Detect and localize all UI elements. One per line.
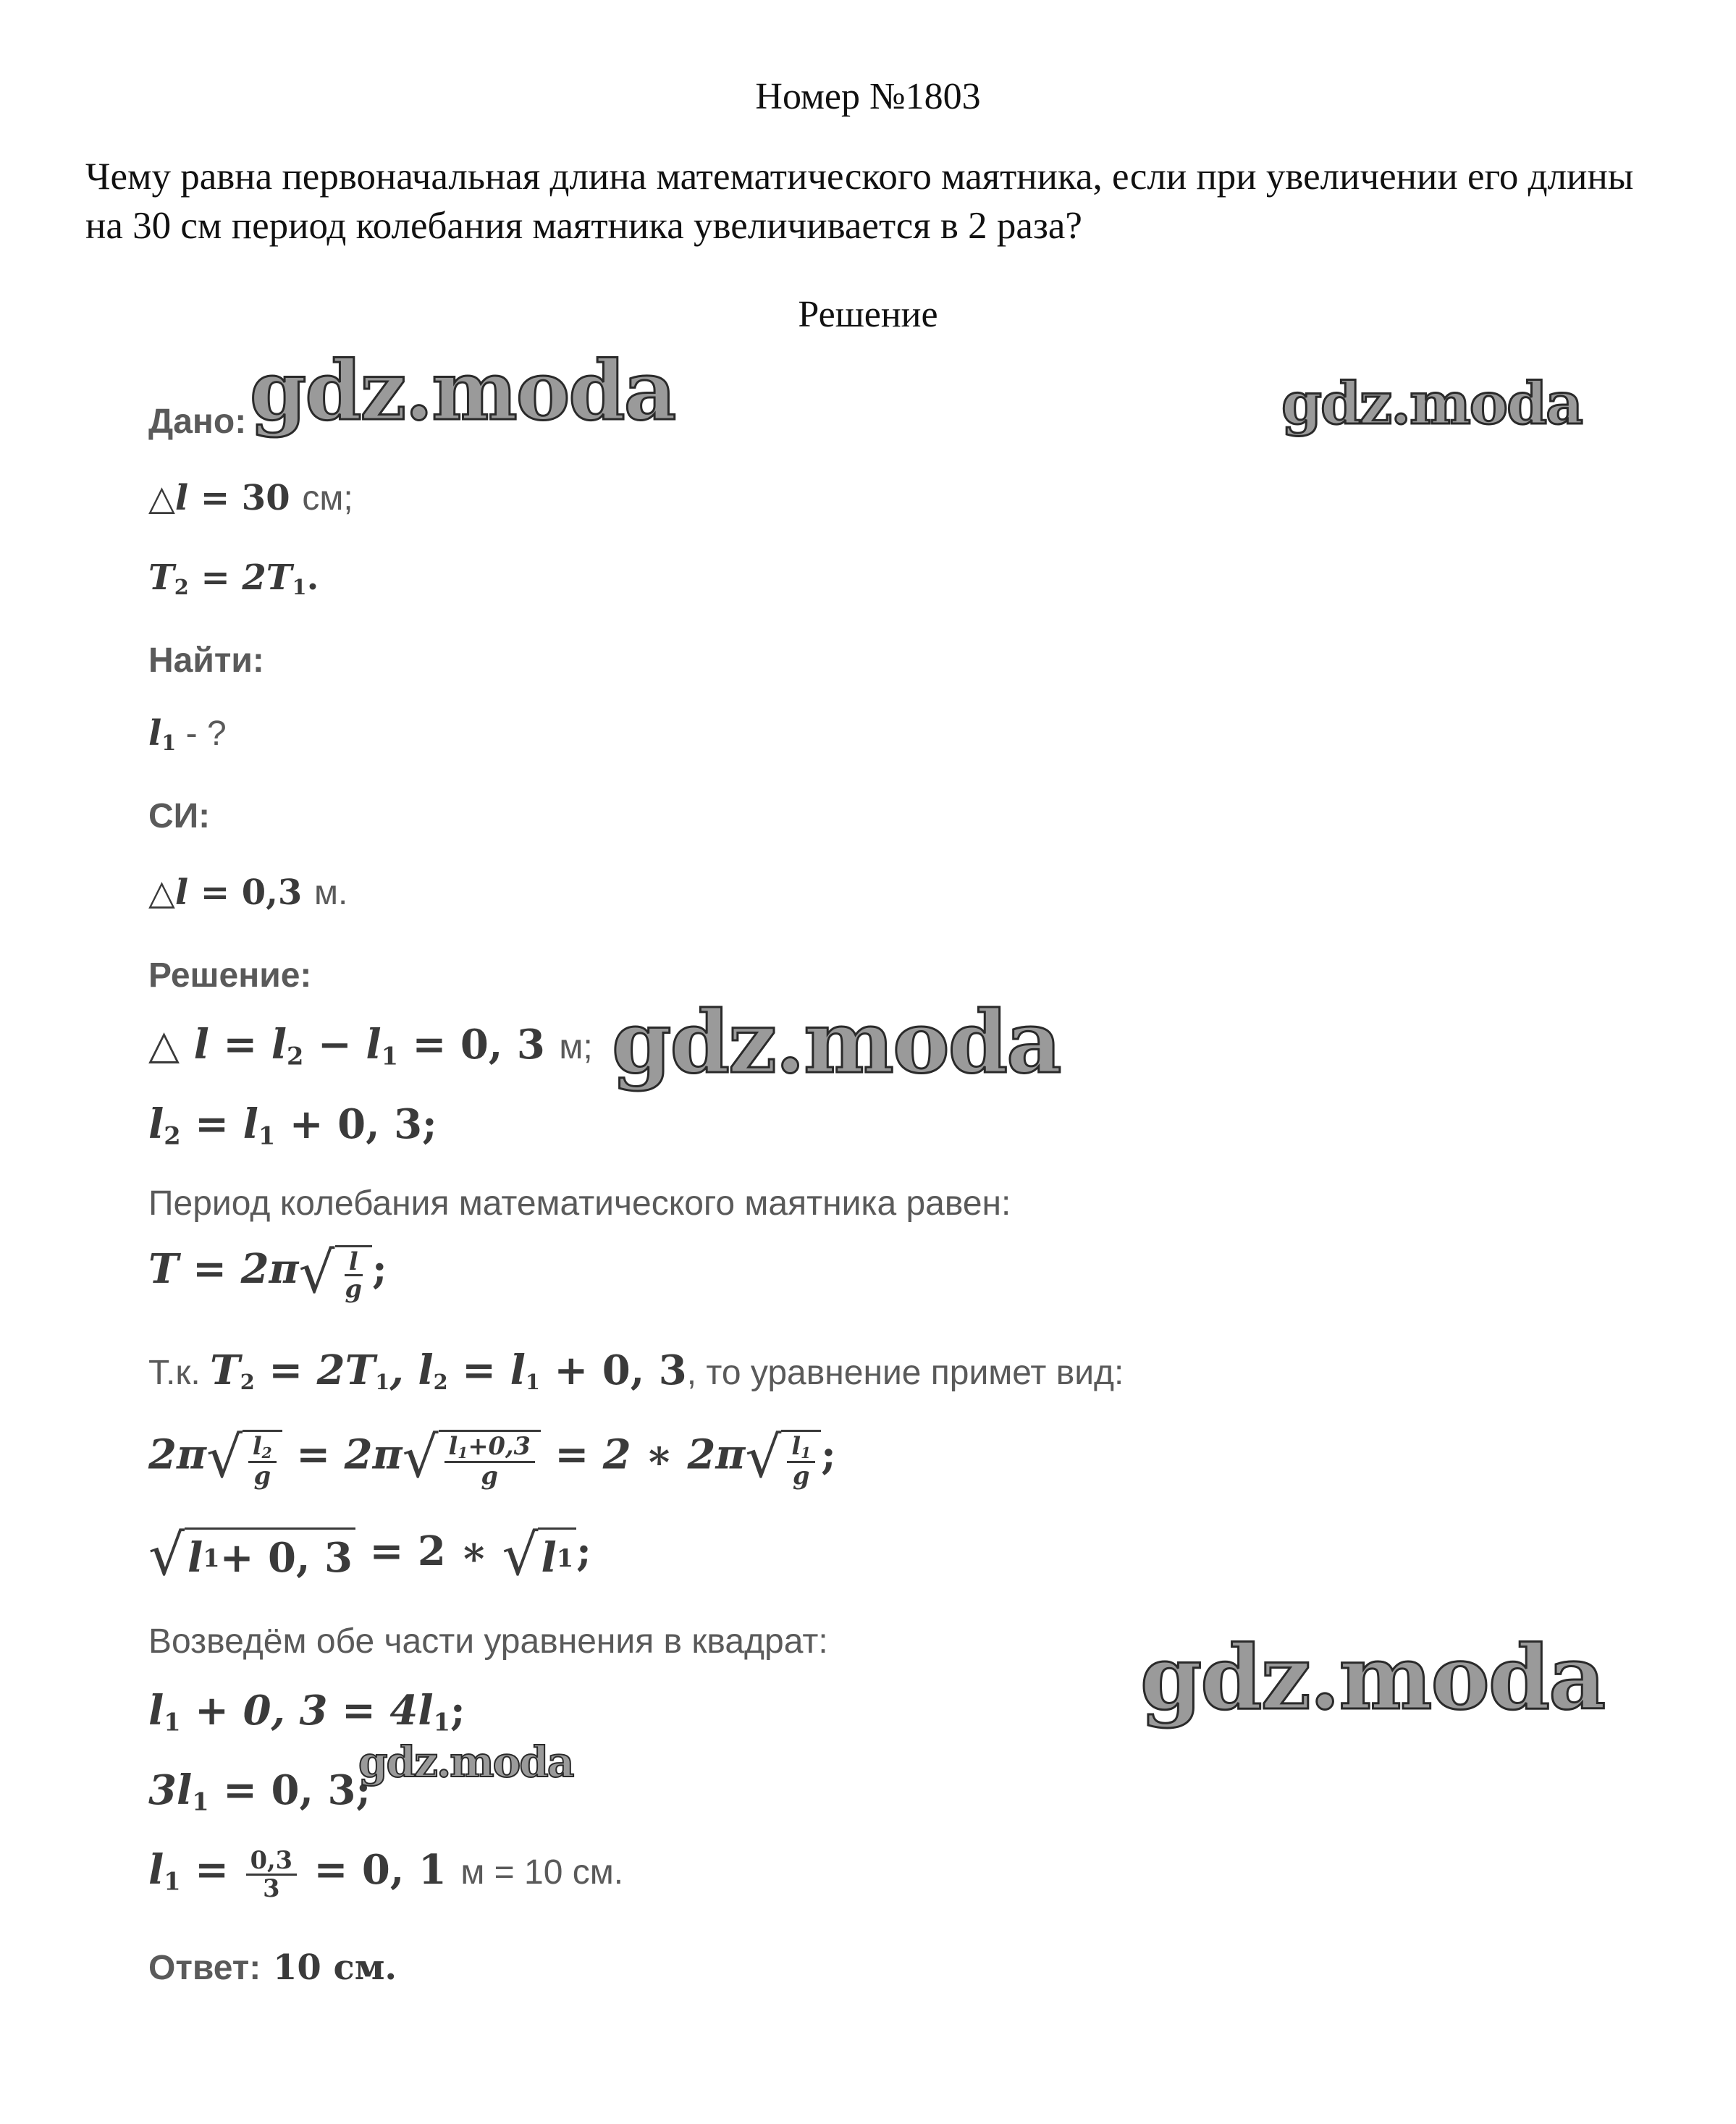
answer: Ответ: 10 см. (148, 1947, 397, 1988)
si-delta-l: △l = 0,3 м. (148, 872, 348, 913)
equation-squared: $l_1 + 0$, $3 = 4l_1$; (148, 1687, 465, 1737)
equation-length-difference: △ $l = l_2 - l_1 = 0$, 3 м; (148, 1021, 593, 1071)
find-label: Найти: (148, 641, 264, 680)
equation-3l1: $3l_1 = 0$, 3; (148, 1766, 371, 1816)
watermark-logo: gdz.moda (358, 1737, 573, 1787)
watermark-logo: gdz.moda (612, 992, 1061, 1092)
solution-heading: Решение (798, 294, 938, 335)
watermark-logo: gdz.moda (1281, 369, 1582, 437)
given-delta-l: △l = 30 см; (148, 478, 353, 518)
equation-l2: $l_2 = l_1 + 0$, 3; (148, 1100, 437, 1150)
equation-result: $l_1$ = $\frac{0,3}{3}$ = 0, 1 м = 10 см. (148, 1845, 624, 1902)
watermark-logo: gdz.moda (1140, 1625, 1605, 1729)
find-unknown: $l_1$ - ? (148, 713, 227, 756)
problem-statement: Чему равна первоначальная длина математического маятника, если при увеличении его длины на 30 см период колебания маятника увеличивается в 2 раза? (85, 156, 1634, 247)
si-label: СИ: (148, 797, 211, 835)
solution-label: Решение: (148, 956, 312, 995)
text-square-both-sides: Возведём обе части уравнения в квадрат: (148, 1622, 828, 1661)
watermark-logo: gdz.moda (250, 344, 675, 439)
text-substitution: Т.к. $T_2 = 2T_1$, $l_2 = l_1 + 0$, 3, то уравнение примет вид: (148, 1347, 1124, 1395)
text-period-formula-intro: Период колебания математического маятника равен: (148, 1184, 1011, 1223)
given-label: Дано: (148, 403, 247, 441)
equation-root-relation: √ l 1 + 0, 3 = 2 ∗ √ l 1 ; (148, 1522, 591, 1588)
page-title: Номер №1803 (755, 76, 981, 117)
equation-period-formula: T = 2π √ $\frac{l}{g}$ ; (148, 1240, 387, 1306)
given-period-ratio: $T_2 = 2T_1$. (148, 557, 319, 600)
equation-period-ratio: 2π √ $\frac{l_2}{g}$ = 2π √ $\frac{l_1+0,3}{g}$ = 2 ∗ 2π √ $\frac{l_1}{g}$ ; (148, 1425, 836, 1491)
